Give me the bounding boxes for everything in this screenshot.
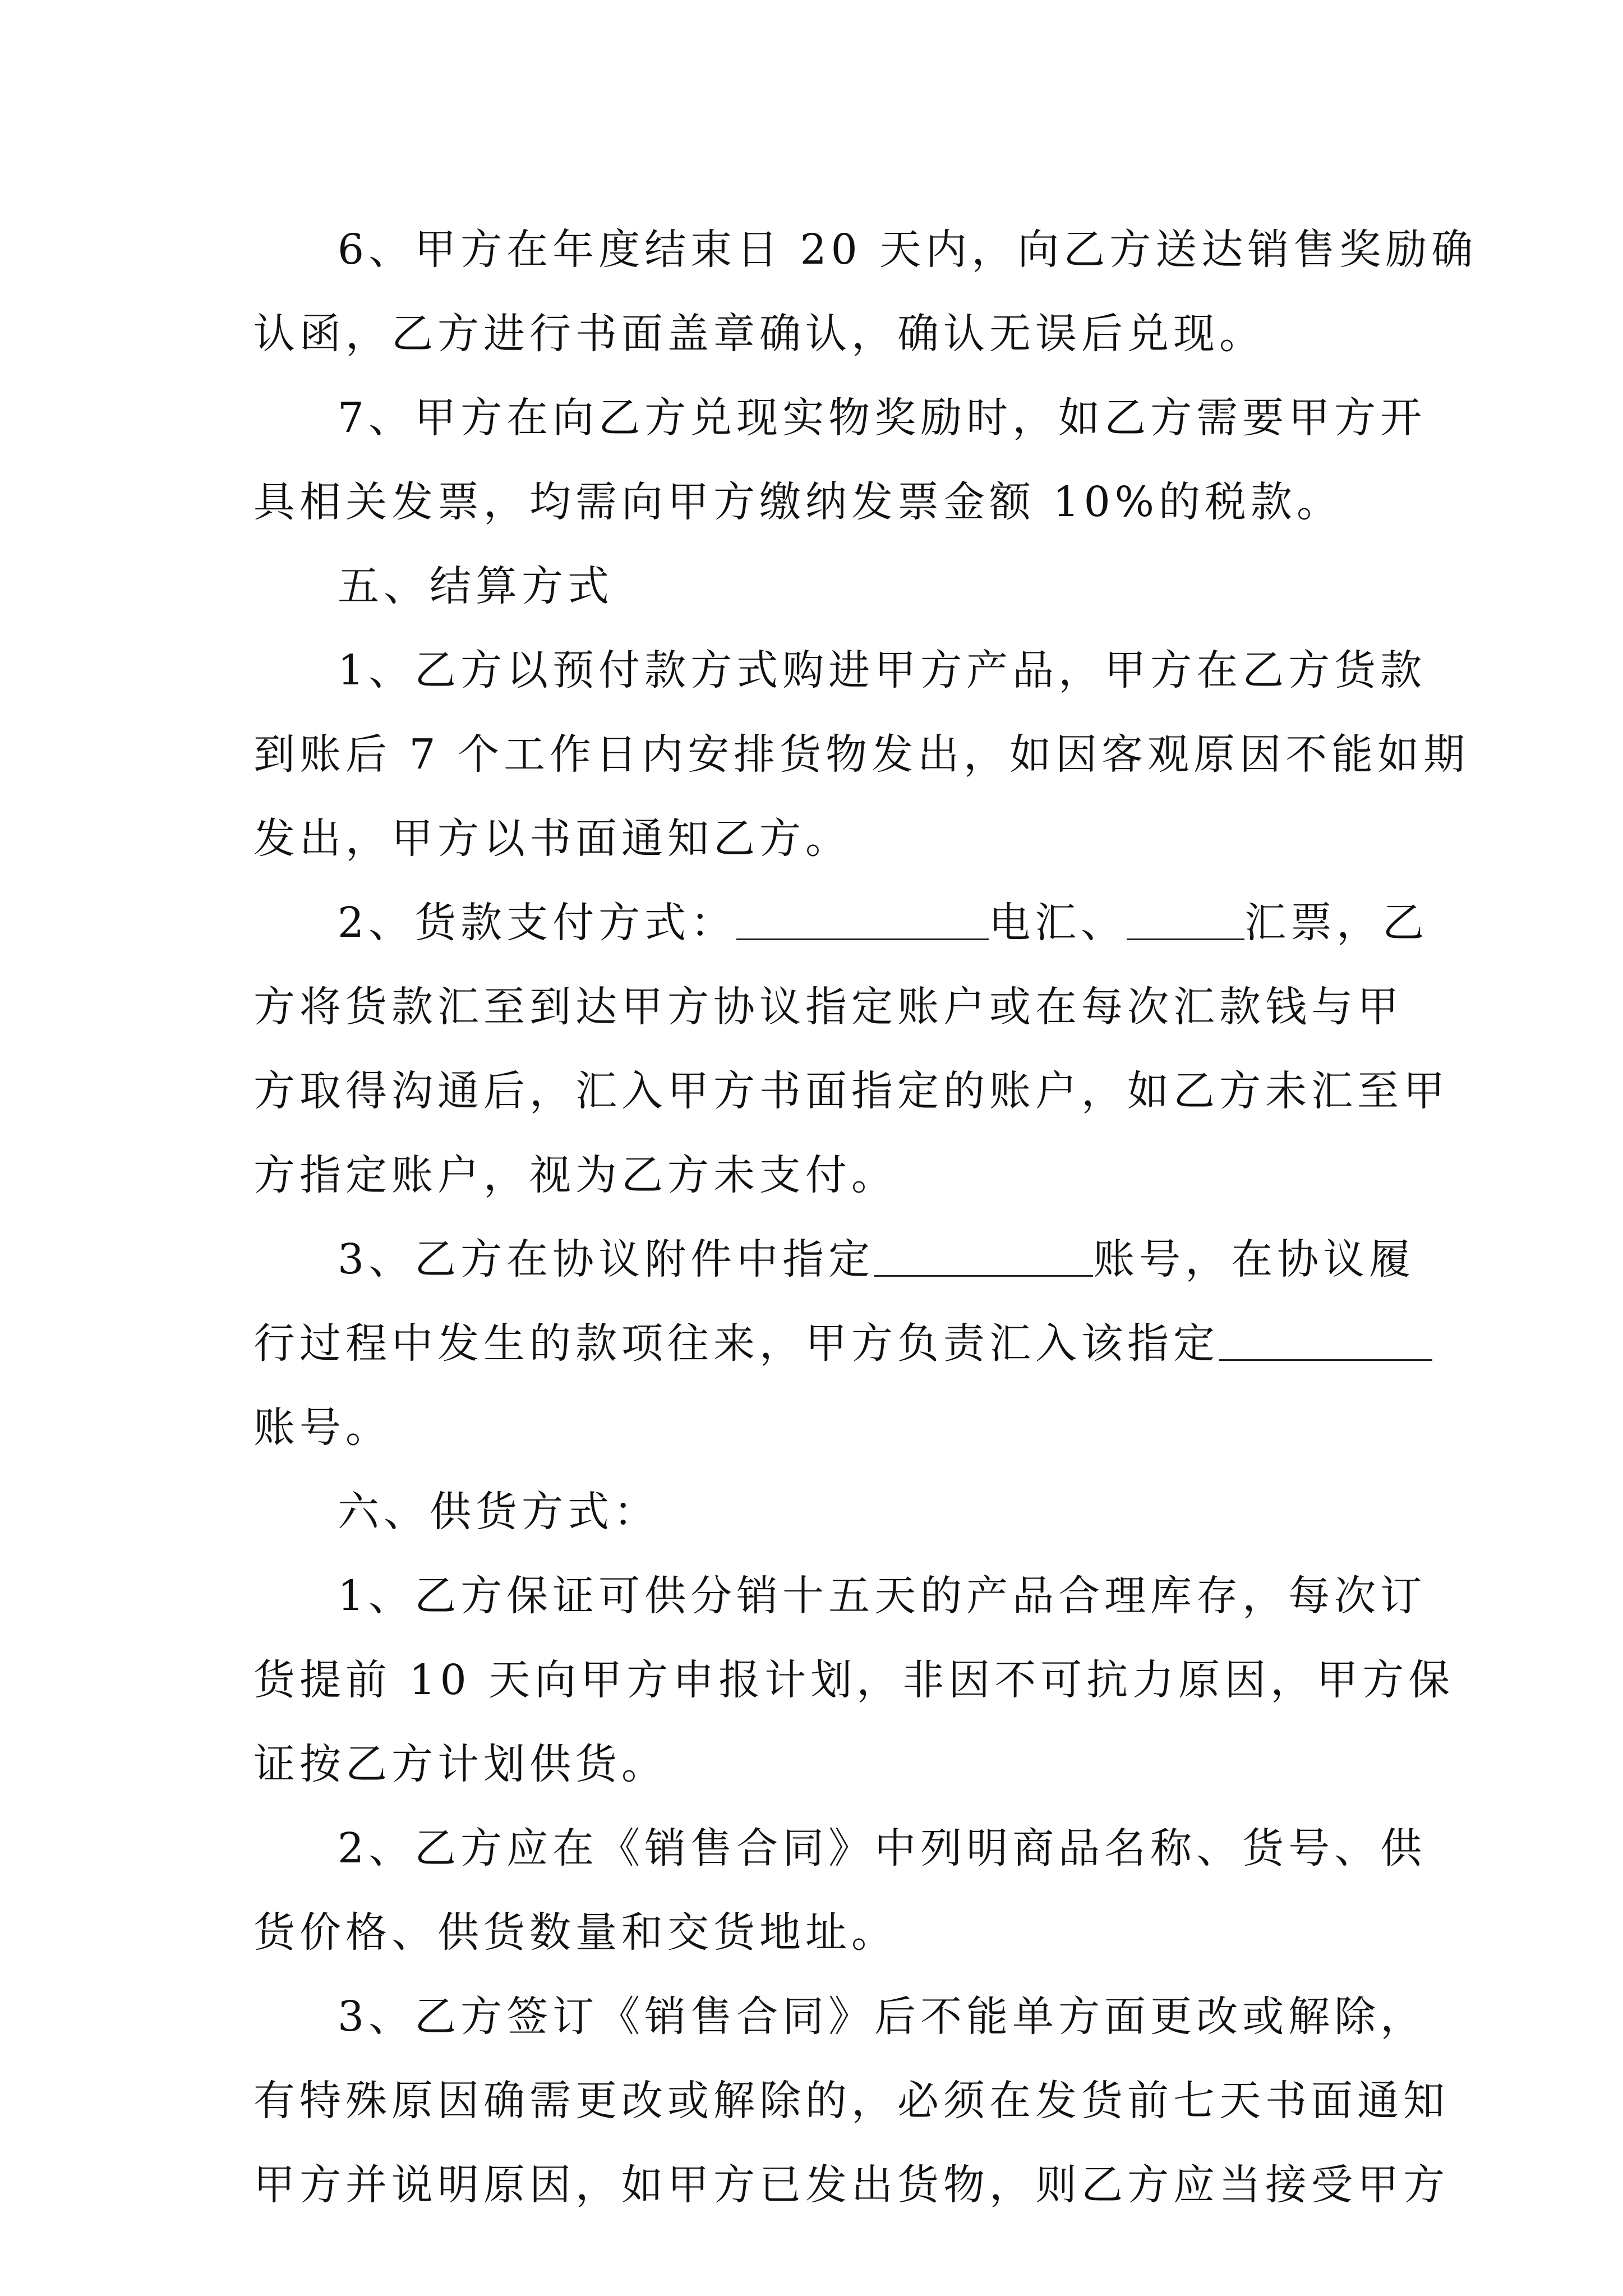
payment-blank-1 [736, 897, 989, 940]
designated-account-label: 3、乙方在协议附件中指定 [338, 1235, 875, 1283]
account-blank-1 [874, 1234, 1093, 1277]
paragraph-6-1-line-3: 证按乙方计划供货。 [253, 1740, 667, 1788]
account-performance-text: 账号，在协议履 [1093, 1235, 1415, 1283]
paragraph-4-6-line-1: 6、甲方在年度结束日 20 天内，向乙方送达销售奖励确 [338, 226, 1478, 274]
remittance-text: 行过程中发生的款项往来，甲方负责汇入该指定 [253, 1319, 1219, 1368]
section-5-heading: 五、结算方式 [338, 562, 614, 610]
paragraph-5-2-line-3: 方取得沟通后，汇入甲方书面指定的账户，如乙方未汇至甲 [253, 1067, 1449, 1115]
paragraph-4-6-line-2: 认函，乙方进行书面盖章确认，确认无误后兑现。 [253, 310, 1265, 358]
paragraph-5-3-line-3: 账号。 [253, 1404, 391, 1452]
paragraph-6-1-line-1: 1、乙方保证可供分销十五天的产品合理库存，每次订 [338, 1572, 1427, 1620]
paragraph-5-3-line-1 [253, 1217, 1415, 1301]
paragraph-5-1-line-2: 到账后 7 个工作日内安排货物发出，如因客观原因不能如期 [253, 730, 1470, 779]
paragraph-5-2-line-4: 方指定账户，视为乙方未支付。 [253, 1151, 897, 1199]
paragraph-6-3-line-3: 甲方并说明原因，如甲方已发出货物，则乙方应当接受甲方 [253, 2161, 1449, 2209]
paragraph-4-7-line-2: 具相关发票，均需向甲方缴纳发票金额 10%的税款。 [253, 478, 1343, 526]
paragraph-5-2-line-2: 方将货款汇至到达甲方协议指定账户或在每次汇款钱与甲 [253, 983, 1403, 1031]
paragraph-6-3-line-2: 有特殊原因确需更改或解除的，必须在发货前七天书面通知 [253, 2077, 1449, 2125]
paragraph-6-1-line-2: 货提前 10 天向甲方申报计划，非因不可抗力原因，甲方保 [253, 1656, 1455, 1704]
paragraph-6-2-line-2: 货价格、供货数量和交货地址。 [253, 1908, 897, 1957]
paragraph-6-2-line-1: 2、乙方应在《销售合同》中列明商品名称、货号、供 [338, 1824, 1427, 1872]
wire-transfer-text: 电汇、 [989, 899, 1127, 947]
paragraph-6-3-line-1: 3、乙方签订《销售合同》后不能单方面更改或解除， [338, 1993, 1427, 2041]
payment-blank-2 [1127, 897, 1244, 940]
account-blank-2 [1219, 1318, 1432, 1361]
paragraph-5-2-line-1 [253, 881, 1429, 965]
payment-method-label: 2、货款支付方式： [338, 899, 737, 947]
paragraph-5-1-line-3: 发出，甲方以书面通知乙方。 [253, 815, 851, 863]
paragraph-5-1-line-1: 1、乙方以预付款方式购进甲方产品，甲方在乙方货款 [338, 646, 1427, 694]
paragraph-4-7-line-1: 7、甲方在向乙方兑现实物奖励时，如乙方需要甲方开 [338, 394, 1427, 442]
paragraph-5-3-line-2 [253, 1301, 1386, 1386]
document-body [253, 208, 1478, 2227]
section-6-heading: 六、供货方式： [338, 1488, 660, 1536]
draft-text: 汇票，乙 [1244, 899, 1429, 947]
